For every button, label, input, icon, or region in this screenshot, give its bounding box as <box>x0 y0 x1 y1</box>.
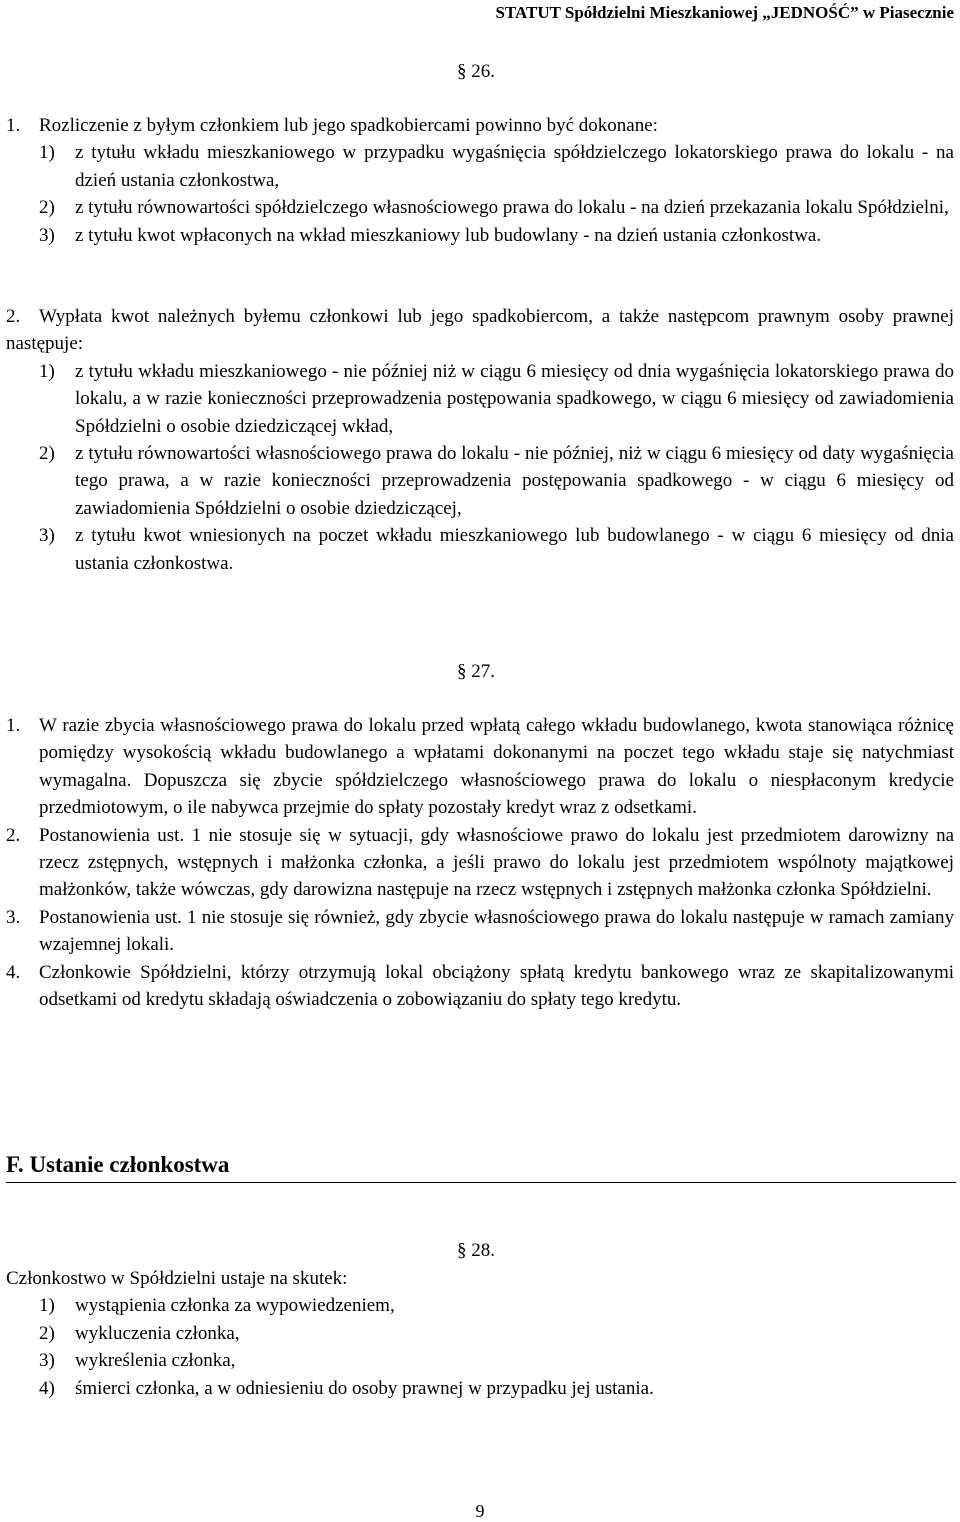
chapter-title: F. Ustanie członkostwa <box>6 1152 230 1177</box>
list-item: 1) wystąpienia członka za wypowiedzeniem, <box>6 1292 954 1319</box>
sub-item-text: z tytułu wkładu mieszkaniowego w przypadku wygaśnięcia spółdzielczego lokatorskiego prawa do lokalu - na dzień ustania członkostwa, <box>75 142 954 191</box>
item-number: 1. <box>6 715 21 736</box>
item-number: 3. <box>6 906 21 928</box>
paragraph-number-28: § 28. <box>457 1240 495 1261</box>
page-number: 9 <box>475 1501 485 1521</box>
sub-item: 1) z tytułu wkładu mieszkaniowego w przypadku wygaśnięcia spółdzielczego lokatorskiego prawa do lokalu - na dzień ustania członkostwa, <box>39 139 954 194</box>
list-item: 3) wykreślenia członka, <box>6 1347 954 1374</box>
sub-item-text: z tytułu kwot wpłaconych na wkład mieszkaniowy lub budowlany - na dzień ustania członkostwa. <box>75 224 822 246</box>
item-text: Rozliczenie z byłym członkiem lub jego spadkobiercami powinno być dokonane: <box>39 115 658 136</box>
list-item-text: wystąpienia członka za wypowiedzeniem, <box>75 1295 395 1317</box>
paragraph-27-item-4 <box>6 959 954 1014</box>
paragraph-27-item-2 <box>6 822 954 904</box>
item-text: Postanowienia ust. 1 nie stosuje się w sytuacji, gdy własnościowe prawo do lokalu jest przedmiotem darowizny na rzecz zstępnych, wstępnych i małżonka członka, a jeśli prawo do lokalu jest przedmiotem wspólnoty majątkowej małżonków, także wówczas, gdy darowizna następuje na rzecz wstępnych i zstępnych małżonka członka Spółdzielni. <box>39 824 954 901</box>
sub-item-text: z tytułu równowartości własnościowego prawa do lokalu - nie później, niż w ciągu 6 miesięcy od daty wygaśnięcia tego prawa, a w razie konieczności przeprowadzenia postępowania spadkowego - w ciągu 6 miesięcy od zawiadomienia Spółdzielni o osobie dziedziczącej, <box>75 443 954 519</box>
list-item: 2) wykluczenia członka, <box>6 1320 954 1347</box>
sub-item-text: z tytułu wkładu mieszkaniowego - nie później niż w ciągu 6 miesięcy od dnia wygaśnięcia lokatorskiego prawa do lokalu, a w razie konieczności przeprowadzenia postępowania spadkowego, w ciągu 6 miesięcy od zawiadomienia Spółdzielni o osobie dziedziczącej wkład, <box>75 360 954 437</box>
sub-item: 1) z tytułu wkładu mieszkaniowego - nie później niż w ciągu 6 miesięcy od dnia wygaśnięcia lokatorskiego prawa do lokalu, a w razie konieczności przeprowadzenia postępowania spadkowego, w ciągu 6 miesięcy od zawiadomienia Spółdzielni o osobie dziedziczącej wkład, <box>39 358 954 440</box>
document-header: STATUT Spółdzielni Mieszkaniowej „JEDNOŚĆ” w Piasecznie <box>495 3 954 22</box>
item-number: 4. <box>6 961 21 983</box>
paragraph-28-body <box>6 1265 954 1402</box>
paragraph-26-item-2 <box>6 303 954 577</box>
paragraph-28-intro: Członkostwo w Spółdzielni ustaje na skutek: <box>6 1268 348 1289</box>
item-text: Postanowienia ust. 1 nie stosuje się również, gdy zbycie własnościowego prawa do lokalu następuje w ramach zamiany wzajemnej lokali. <box>39 906 954 956</box>
item-text: W razie zbycia własnościowego prawa do lokalu przed wpłatą całego wkładu budowlanego, kwota stanowiąca różnicę pomiędzy wysokością wkładu budowlanego a wpłatami dokonanymi na poczet tego wkładu staje się natychmiast wymagalna. Dopuszcza się zbycie spółdzielczego własnościowego prawa do lokalu o niespłaconym kredycie przedmiotowym, o ile nabywca przejmie do spłaty pozostały kredyt wraz z odsetkami. <box>39 715 954 819</box>
list-item-text: wykluczenia członka, <box>75 1322 240 1344</box>
list-item: 4) śmierci członka, a w odniesieniu do osoby prawnej w przypadku jej ustania. <box>6 1375 954 1402</box>
list-item-text: wykreślenia członka, <box>75 1350 236 1372</box>
chapter-divider <box>6 1182 956 1183</box>
sub-item: 2) z tytułu równowartości własnościowego prawa do lokalu - nie później, niż w ciągu 6 miesięcy od daty wygaśnięcia tego prawa, a w razie konieczności przeprowadzenia postępowania spadkowego - w ciągu 6 miesięcy od zawiadomienia Spółdzielni o osobie dziedziczącej, <box>39 440 954 522</box>
item-text: Członkowie Spółdzielni, którzy otrzymują lokal obciążony spłatą kredytu bankowego wraz ze skapitalizowanymi odsetkami od kredytu składają oświadczenia o zobowiązaniu do spłaty tego kredytu. <box>39 961 954 1011</box>
sub-item-text: z tytułu kwot wniesionych na poczet wkładu mieszkaniowego lub budowlanego - w ciągu 6 miesięcy od dnia ustania członkostwa. <box>75 525 954 574</box>
paragraph-26-body-2 <box>6 303 954 577</box>
paragraph-27-item-3 <box>6 904 954 959</box>
sub-item-text: z tytułu równowartości spółdzielczego własnościowego prawa do lokalu - na dzień przekazania lokalu Spółdzielni, <box>75 197 949 219</box>
item-text: Wypłata kwot należnych byłemu członkowi lub jego spadkobiercom, a także następcom prawnym osoby prawnej następuje: <box>6 306 954 355</box>
item-number: 2. <box>6 824 21 846</box>
sub-item: 3) z tytułu kwot wniesionych na poczet wkładu mieszkaniowego lub budowlanego - w ciągu 6 miesięcy od dnia ustania członkostwa. <box>39 522 954 577</box>
sub-item: 2) z tytułu równowartości spółdzielczego własnościowego prawa do lokalu - na dzień przekazania lokalu Spółdzielni, <box>39 194 954 221</box>
paragraph-number-26: § 26. <box>457 61 495 82</box>
paragraph-26-body <box>6 112 954 249</box>
paragraph-27-item-1 <box>6 712 954 822</box>
paragraph-27-body <box>6 712 954 1013</box>
paragraph-26-item-1 <box>6 112 954 249</box>
list-item-text: śmierci członka, a w odniesieniu do osoby prawnej w przypadku jej ustania. <box>75 1377 654 1399</box>
sub-item: 3) z tytułu kwot wpłaconych na wkład mieszkaniowy lub budowlany - na dzień ustania członkostwa. <box>39 222 954 249</box>
paragraph-number-27: § 27. <box>457 661 495 682</box>
item-number: 2. <box>6 306 21 327</box>
item-number: 1. <box>6 115 21 136</box>
